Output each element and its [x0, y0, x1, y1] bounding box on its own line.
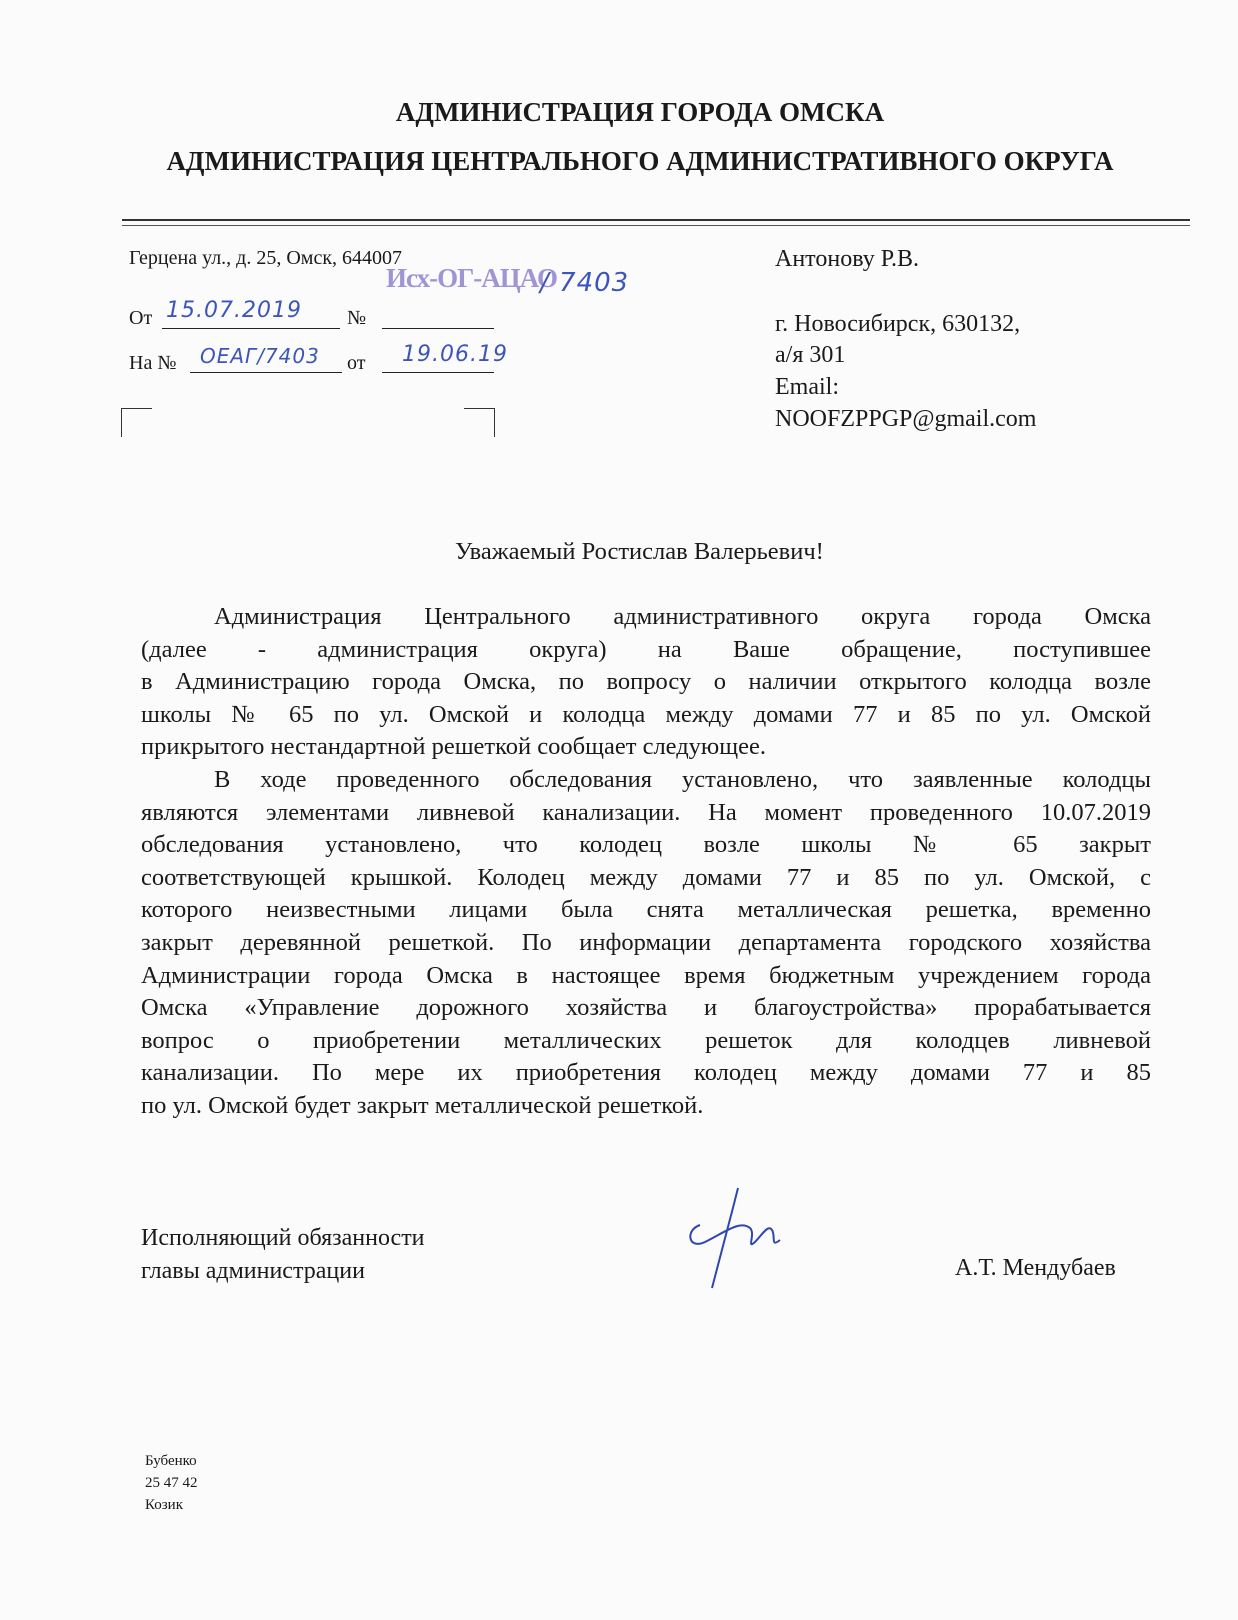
- signatory-position-1: Исполняющий обязанности: [141, 1225, 425, 1251]
- header-divider-thin: [122, 225, 1190, 226]
- header-title-district: АДМИНИСТРАЦИЯ ЦЕНТРАЛЬНОГО АДМИНИСТРАТИВНОГО ОКРУГА: [166, 146, 1114, 176]
- executor-name-1: Бубенко: [145, 1453, 197, 1469]
- body-line: соответствующей крышкой. Колодец между домами 77 и 85 по ул. Омской, с: [141, 863, 1151, 891]
- executor-phone: 25 47 42: [145, 1475, 198, 1491]
- ref-date: 19.06.19: [402, 342, 508, 367]
- recipient-email-label: Email:: [775, 374, 839, 400]
- body-line: В ходе проведенного обследования установлено, что заявленные колодцы: [214, 765, 1151, 793]
- corner-mark-right: [464, 408, 495, 437]
- body-line: закрыт деревянной решеткой. По информации департамента городского хозяйства: [141, 928, 1151, 956]
- signatory-name: А.Т. Мендубаев: [955, 1255, 1116, 1281]
- stamp-number: / 7403: [540, 268, 630, 298]
- header-title-city: АДМИНИСТРАЦИЯ ГОРОДА ОМСКА: [395, 97, 885, 127]
- body-line: прикрытого нестандартной решеткой сообщает следующее.: [141, 733, 766, 761]
- executor-name-2: Козик: [145, 1497, 183, 1513]
- ref-number: ОЕАГ/7403: [200, 344, 320, 368]
- signatory-position-2: главы администрации: [141, 1258, 365, 1284]
- sender-address: Герцена ул., д. 25, Омск, 644007: [129, 247, 403, 269]
- body-line: школы № 65 по ул. Омской и колодца между домами 77 и 85 по ул. Омской: [141, 700, 1151, 728]
- body-line: являются элементами ливневой канализации. На момент проведенного 10.07.2019: [141, 798, 1151, 826]
- body-line: по ул. Омской будет закрыт металлической решеткой.: [141, 1091, 704, 1119]
- body-line: Администрации города Омска в настоящее время бюджетным учреждением города: [141, 961, 1151, 989]
- letter-body: [141, 601, 1151, 1123]
- body-line: Администрация Центрального административного округа города Омска: [214, 603, 1151, 630]
- body-line: вопрос о приобретении металлических решеток для колодцев ливневой: [141, 1026, 1151, 1054]
- ref-label: На №: [129, 352, 177, 374]
- body-line: (далее - администрация округа) на Ваше обращение, поступившее: [141, 635, 1151, 663]
- recipient-email: NOOFZPPGP@gmail.com: [775, 406, 1037, 432]
- registration-stamp: Исх-ОГ-АЦАО: [386, 263, 557, 293]
- body-line: обследования установлено, что колодец возле школы № 65 закрыт: [141, 831, 1151, 859]
- body-line: которого неизвестными лицами была снята металлическая решетка, временно: [141, 896, 1151, 924]
- body-line: канализации. По мере их приобретения колодец между домами 77 и 85: [141, 1059, 1151, 1087]
- corner-mark-left: [121, 408, 152, 437]
- recipient-name: Антонову Р.В.: [775, 246, 920, 272]
- ref-from-label: от: [347, 352, 366, 374]
- from-label: От: [129, 307, 153, 329]
- greeting: Уважаемый Ростислав Валерьевич!: [455, 538, 824, 565]
- header-divider: [122, 219, 1190, 221]
- paragraph-2: [141, 764, 1151, 1123]
- body-line: в Администрацию города Омска, по вопросу о наличии открытого колодца возле: [141, 668, 1151, 696]
- body-line: Омска «Управление дорожного хозяйства и благоустройства» прорабатывается: [141, 994, 1151, 1022]
- number-label: №: [347, 307, 367, 329]
- recipient-box: а/я 301: [775, 342, 846, 368]
- from-date: 15.07.2019: [166, 298, 302, 323]
- recipient-city: г. Новосибирск, 630132,: [775, 311, 1021, 337]
- paragraph-1: [141, 601, 1151, 764]
- handwritten-signature: [680, 1180, 790, 1295]
